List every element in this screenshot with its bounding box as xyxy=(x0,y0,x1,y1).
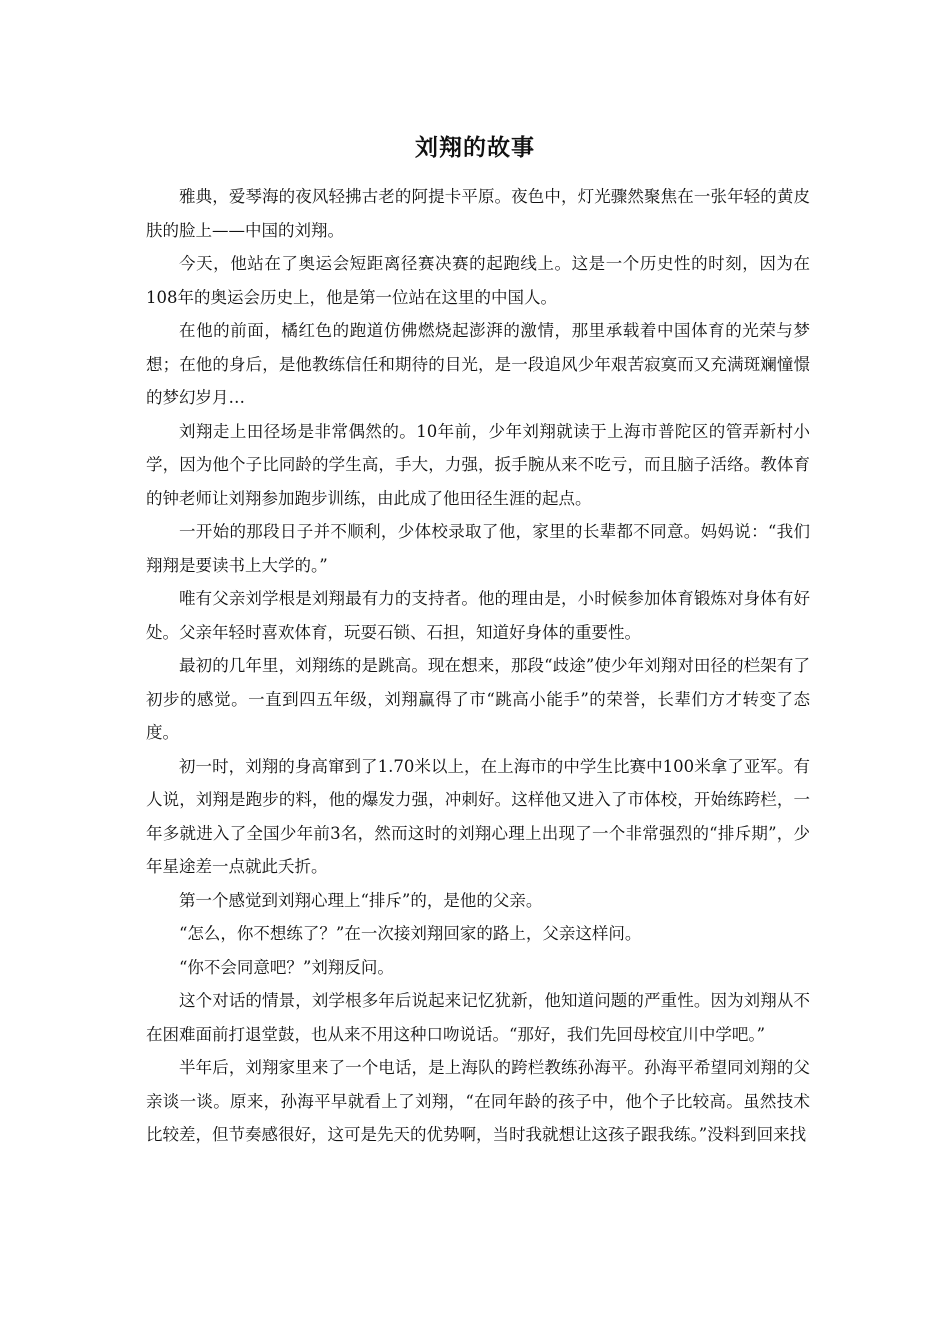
paragraph: “你不会同意吧？”刘翔反问。 xyxy=(179,957,394,977)
paragraph: 这个对话的情景，刘学根多年后说起来记忆犹新，他知道问题的严重性。因为刘翔从不在困难面前打退堂鼓，也从来不用这种口吻说话。“那好，我们先回母校宜川中学吧。” xyxy=(146,991,810,1044)
paragraph: 一开始的那段日子并不顺利，少体校录取了他，家里的长辈都不同意。妈妈说：“我们翔翔是要读书上大学的。” xyxy=(146,522,810,575)
paragraph: “怎么，你不想练了？”在一次接刘翔回家的路上，父亲这样问。 xyxy=(179,924,642,943)
paragraph: 刘翔走上田径场是非常偶然的。10年前，少年刘翔就读于上海市普陀区的管弄新村小学，因为他个子比同龄的学生高，手大，力强，扳手腕从来不吃亏，而且脑子活络。教体育的钟老师让刘翔参加跑步训练，由此成了他田径生涯的起点。 xyxy=(146,421,810,508)
body-text xyxy=(146,180,810,1152)
paragraph: 在他的前面，橘红色的跑道仿佛燃烧起澎湃的激情，那里承载着中国体育的光荣与梦想；在他的身后，是他教练信任和期待的目光，是一段追风少年艰苦寂寞而又充满斑斓憧憬的梦幻岁月… xyxy=(146,321,810,407)
paragraph: 最初的几年里，刘翔练的是跳高。现在想来，那段“歧途”使少年刘翔对田径的栏架有了初步的感觉。一直到四五年级，刘翔赢得了市“跳高小能手”的荣誉，长辈们方才转变了态度。 xyxy=(146,656,810,742)
paragraph: 唯有父亲刘学根是刘翔最有力的支持者。他的理由是，小时候参加体育锻炼对身体有好处。父亲年轻时喜欢体育，玩耍石锁、石担，知道好身体的重要性。 xyxy=(146,589,810,642)
page-title: 刘翔的故事 xyxy=(415,135,535,161)
paragraph: 雅典，爱琴海的夜风轻拂古老的阿提卡平原。夜色中，灯光骤然聚焦在一张年轻的黄皮肤的脸上——中国的刘翔。 xyxy=(146,187,810,240)
paragraph: 第一个感觉到刘翔心理上“排斥”的，是他的父亲。 xyxy=(179,890,543,910)
paragraph: 今天，他站在了奥运会短距离径赛决赛的起跑线上。这是一个历史性的时刻，因为在108年的奥运会历史上，他是第一位站在这里的中国人。 xyxy=(146,254,810,307)
paragraph: 半年后，刘翔家里来了一个电话，是上海队的跨栏教练孙海平。孙海平希望同刘翔的父亲谈一谈。原来，孙海平早就看上了刘翔，“在同年龄的孩子中，他个子比较高。虽然技术比较差，但节奏感很好，这可是先天的优势啊，当时我就想让这孩子跟我练。”没料到回来找 xyxy=(146,1058,810,1144)
paragraph: 初一时，刘翔的身高窜到了1.70米以上，在上海市的中学生比赛中100米拿了亚军。有人说，刘翔是跑步的料，他的爆发力强，冲刺好。这样他又进入了市体校，开始练跨栏，一年多就进入了全国少年前3名，然而这时的刘翔心理上出现了一个非常强烈的“排斥期”，少年星途差一点就此夭折。 xyxy=(146,756,810,876)
